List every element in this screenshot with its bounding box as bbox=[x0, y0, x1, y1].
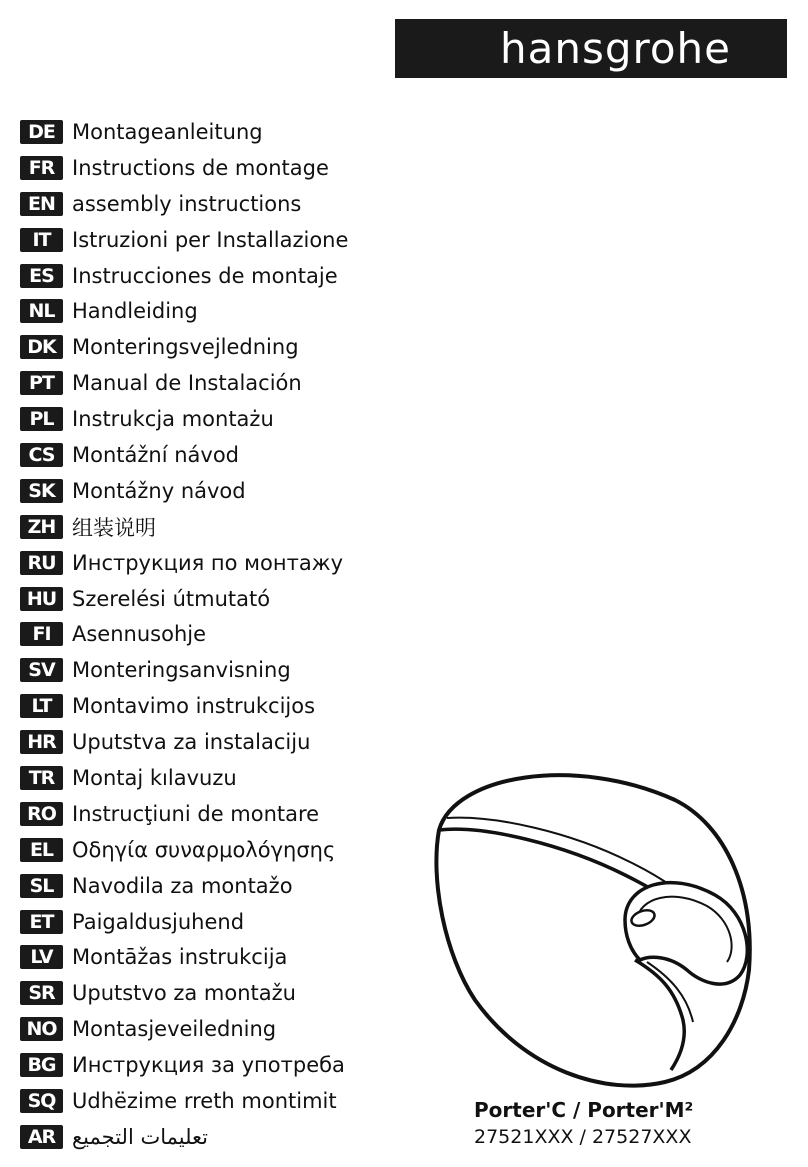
language-label: Montasjeveiledning bbox=[72, 1017, 277, 1042]
language-label: تعليمات التجميع bbox=[72, 1124, 209, 1149]
brand-logo bbox=[395, 19, 787, 78]
language-label: Montageanleitung bbox=[72, 119, 263, 144]
language-code-badge: SR bbox=[20, 981, 63, 1005]
language-code-badge: FR bbox=[20, 156, 63, 180]
language-row-fr bbox=[20, 150, 420, 186]
language-row-tr bbox=[20, 760, 420, 796]
language-label: Udhëzime rreth montimit bbox=[72, 1088, 337, 1113]
language-code-badge: ES bbox=[20, 264, 63, 288]
language-row-lt bbox=[20, 688, 420, 724]
language-row-it bbox=[20, 222, 420, 258]
language-label: Инструкция за употреба bbox=[72, 1053, 345, 1078]
language-code-badge: BG bbox=[20, 1053, 63, 1077]
language-label: Szerelési útmutató bbox=[72, 586, 271, 611]
language-label: Istruzioni per Installazione bbox=[72, 227, 349, 252]
language-row-en bbox=[20, 186, 420, 222]
language-label: Handleiding bbox=[72, 299, 198, 324]
language-code-badge: SK bbox=[20, 479, 63, 503]
language-code-badge: EL bbox=[20, 838, 63, 862]
language-label: Paigaldusjuhend bbox=[72, 909, 245, 934]
language-row-dk bbox=[20, 329, 420, 365]
language-code-badge: DE bbox=[20, 120, 63, 144]
language-label: Οδηγία συναρμολόγησης bbox=[72, 837, 336, 862]
language-row-sk bbox=[20, 473, 420, 509]
language-code-badge: ZH bbox=[20, 515, 63, 539]
language-row-ru bbox=[20, 545, 420, 581]
language-code-badge: AR bbox=[20, 1125, 63, 1149]
language-code-badge: CS bbox=[20, 443, 63, 467]
language-row-de bbox=[20, 114, 420, 150]
language-row-sq bbox=[20, 1083, 420, 1119]
language-row-nl bbox=[20, 293, 420, 329]
language-row-sl bbox=[20, 868, 420, 904]
language-row-hu bbox=[20, 581, 420, 617]
language-row-es bbox=[20, 258, 420, 294]
language-label: Инструкция по монтажу bbox=[72, 550, 344, 575]
language-code-badge: RU bbox=[20, 551, 63, 575]
language-list bbox=[20, 114, 420, 1155]
language-code-badge: LV bbox=[20, 945, 63, 969]
language-code-badge: EN bbox=[20, 192, 63, 216]
language-row-sr bbox=[20, 975, 420, 1011]
language-row-sv bbox=[20, 652, 420, 688]
language-code-badge: IT bbox=[20, 228, 63, 252]
language-row-ar bbox=[20, 1119, 420, 1155]
language-code-badge: NL bbox=[20, 299, 63, 323]
language-label: Uputstva za instalaciju bbox=[72, 730, 311, 755]
language-label: Uputstvo za montažu bbox=[72, 981, 296, 1006]
language-label: Montaj kılavuzu bbox=[72, 765, 237, 790]
language-label: Montāžas instrukcija bbox=[72, 945, 288, 970]
language-row-pl bbox=[20, 401, 420, 437]
language-code-badge: PT bbox=[20, 371, 63, 395]
product-model-names: Porter'C / Porter'M² bbox=[474, 1098, 694, 1122]
language-label: Instructions de montage bbox=[72, 155, 329, 180]
language-row-fi bbox=[20, 616, 420, 652]
language-label: 组装说明 bbox=[72, 515, 156, 540]
language-row-bg bbox=[20, 1047, 420, 1083]
language-code-badge: LT bbox=[20, 694, 63, 718]
language-row-ro bbox=[20, 796, 420, 832]
language-row-el bbox=[20, 832, 420, 868]
language-label: Monteringsanvisning bbox=[72, 658, 291, 683]
language-code-badge: RO bbox=[20, 802, 63, 826]
shower-holder-illustration bbox=[425, 770, 765, 1090]
language-label: Instrukcja montażu bbox=[72, 407, 274, 432]
language-code-badge: SV bbox=[20, 658, 63, 682]
language-label: Instrucţiuni de montare bbox=[72, 801, 320, 826]
language-label: Montážní návod bbox=[72, 442, 240, 467]
language-code-badge: DK bbox=[20, 335, 63, 359]
language-code-badge: ET bbox=[20, 910, 63, 934]
language-row-hr bbox=[20, 724, 420, 760]
language-row-no bbox=[20, 1011, 420, 1047]
language-row-lv bbox=[20, 939, 420, 975]
language-label: Instrucciones de montaje bbox=[72, 263, 338, 288]
language-code-badge: SQ bbox=[20, 1089, 63, 1113]
language-label: Asennusohje bbox=[72, 622, 207, 647]
language-row-cs bbox=[20, 437, 420, 473]
language-label: Montavimo instrukcijos bbox=[72, 694, 316, 719]
language-label: assembly instructions bbox=[72, 191, 302, 216]
language-code-badge: FI bbox=[20, 622, 63, 646]
language-code-badge: HR bbox=[20, 730, 63, 754]
language-code-badge: PL bbox=[20, 407, 63, 431]
language-code-badge: TR bbox=[20, 766, 63, 790]
language-row-zh bbox=[20, 509, 420, 545]
brand-name: hansgrohe bbox=[499, 23, 731, 73]
language-row-pt bbox=[20, 365, 420, 401]
language-row-et bbox=[20, 904, 420, 940]
language-label: Navodila za montažo bbox=[72, 873, 293, 898]
language-code-badge: HU bbox=[20, 587, 63, 611]
language-label: Montážny návod bbox=[72, 478, 246, 503]
language-code-badge: SL bbox=[20, 874, 63, 898]
language-code-badge: NO bbox=[20, 1017, 63, 1041]
language-label: Manual de Instalación bbox=[72, 371, 302, 396]
language-label: Monteringsvejledning bbox=[72, 335, 299, 360]
product-model-numbers: 27521XXX / 27527XXX bbox=[474, 1126, 692, 1148]
